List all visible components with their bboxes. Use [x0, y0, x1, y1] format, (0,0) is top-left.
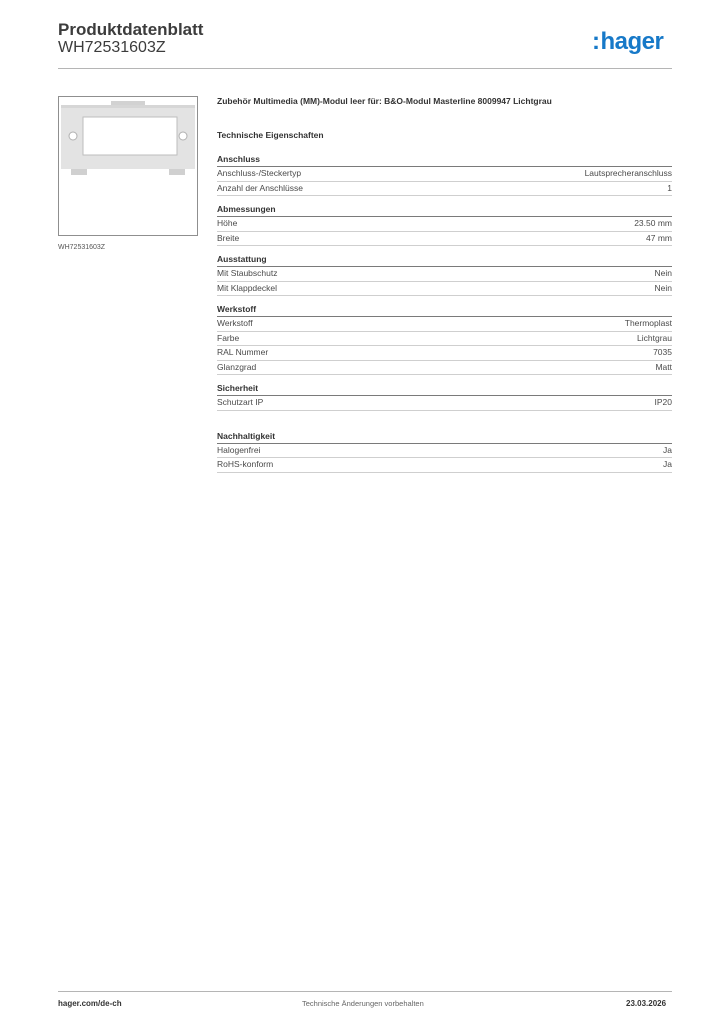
footer-date: 23.03.2026: [626, 999, 667, 1008]
spec-value: Lichtgrau: [637, 332, 672, 343]
spec-row: [217, 332, 672, 347]
spec-label: Höhe: [217, 218, 238, 228]
spec-value: 23.50 mm: [634, 218, 672, 228]
spec-label: RAL Nummer: [217, 347, 269, 357]
spec-group-nachhaltigkeit: [217, 429, 672, 473]
spec-group-abmessungen: [217, 202, 672, 246]
spec-table: [217, 152, 672, 479]
footer-disclaimer: Technische Änderungen vorbehalten: [302, 999, 424, 1008]
spec-row: [217, 317, 672, 332]
spec-group-sicherheit: [217, 381, 672, 411]
group-title: Ausstattung: [217, 252, 672, 267]
spec-label: Glanzgrad: [217, 361, 257, 372]
spec-label: Breite: [217, 232, 240, 243]
spec-label: Mit Klappdeckel: [217, 282, 278, 293]
spec-row: [217, 458, 672, 473]
footer-divider: [58, 991, 672, 992]
spec-value: 7035: [653, 347, 672, 357]
spec-row: [217, 282, 672, 297]
spec-value: Nein: [654, 268, 672, 278]
spec-label: Mit Staubschutz: [217, 268, 278, 278]
group-title: Sicherheit: [217, 381, 672, 396]
spec-value: IP20: [654, 397, 672, 407]
group-spacer: [217, 417, 672, 429]
spec-value: Ja: [663, 459, 672, 469]
spec-value: Lautsprecheranschluss: [584, 168, 672, 178]
spec-row: [217, 444, 672, 459]
spec-label: Anzahl der Anschlüsse: [217, 182, 303, 193]
group-title: Abmessungen: [217, 202, 672, 217]
spec-value: 1: [667, 182, 672, 193]
product-title: Zubehör Multimedia (MM)-Modul leer für: B&O-Modul Masterline 8009947 Lichtgrau: [217, 96, 552, 106]
spec-value: Thermoplast: [624, 318, 672, 328]
footer-website-link[interactable]: hager.com/de-ch: [58, 999, 122, 1008]
group-title: Nachhaltigkeit: [217, 429, 672, 444]
logo-text: hager: [600, 28, 664, 55]
spec-label: Halogenfrei: [217, 444, 261, 455]
spec-value: Matt: [655, 361, 672, 372]
spec-group-werkstoff: [217, 302, 672, 375]
spec-value: Ja: [663, 444, 672, 455]
spec-row: [217, 396, 672, 411]
section-title: Technische Eigenschaften: [217, 130, 324, 140]
module-image-icon: [59, 97, 197, 235]
spec-value: 47 mm: [646, 232, 672, 243]
spec-row: [217, 167, 672, 182]
spec-row: [217, 217, 672, 232]
image-caption: WH72531603Z: [58, 244, 106, 251]
spec-row: [217, 361, 672, 376]
header-divider: [58, 68, 672, 69]
spec-label: Anschluss-/Steckertyp: [217, 168, 302, 178]
spec-label: RoHS-konform: [217, 459, 274, 469]
group-title: Anschluss: [217, 152, 672, 167]
page-title: Produktdatenblatt: [58, 20, 204, 39]
spec-row: [217, 267, 672, 282]
spec-value: Nein: [654, 282, 672, 293]
product-image: [58, 96, 198, 236]
spec-row: [217, 346, 672, 361]
spec-label: Werkstoff: [217, 318, 253, 328]
spec-label: Farbe: [217, 332, 240, 343]
spec-label: Schutzart IP: [217, 397, 264, 407]
spec-row: [217, 182, 672, 197]
group-title: Werkstoff: [217, 302, 672, 317]
hager-logo: [592, 28, 663, 56]
spec-row: [217, 232, 672, 247]
logo-colon: :: [592, 28, 600, 55]
spec-group-anschluss: [217, 152, 672, 196]
product-code: WH72531603Z: [58, 39, 166, 56]
spec-group-ausstattung: [217, 252, 672, 296]
